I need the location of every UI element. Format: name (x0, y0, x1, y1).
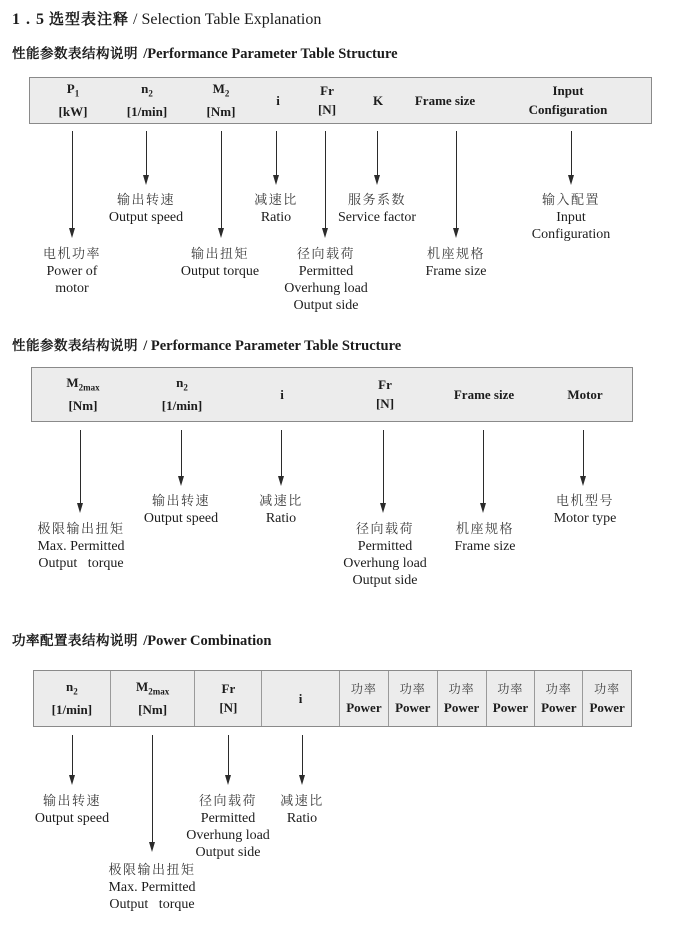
col-unit: [Nm] (206, 104, 236, 120)
col-unit: [kW] (58, 104, 88, 120)
title-cn: 选型表注释 (49, 10, 130, 28)
arrow-motor (583, 430, 584, 476)
col-symbol: Fr (378, 377, 392, 392)
col-symbol: M (66, 374, 79, 390)
callout-overhung-load: 径向载荷 Permitted Overhung load Output side (343, 522, 427, 588)
col-header-n2 (162, 368, 202, 421)
col-header-fr (195, 671, 262, 726)
section-3-heading (12, 629, 271, 650)
callout-input-configuration: 输入配置 Input Configuration (531, 193, 611, 242)
section-2-heading-cn: 性能参数表结构说明 (12, 338, 144, 354)
col-symbol: Fr (221, 681, 236, 696)
callout-service-factor: 服务系数 Service factor (337, 193, 417, 225)
col-subscript: 1 (74, 88, 80, 99)
col-header-n2 (34, 671, 111, 726)
section-2-heading (12, 334, 401, 355)
arrow-m2 (221, 131, 222, 228)
power-combination-table (33, 670, 632, 727)
col-symbol: Frame size (414, 92, 476, 108)
col-symbol: Fr (320, 83, 334, 98)
col-symbol: i (298, 690, 303, 706)
callout-output-torque: 输出扭矩 Output torque (180, 247, 260, 279)
col-symbol: n (66, 678, 74, 694)
arrow-input-configuration (571, 131, 572, 175)
col-subscript: 2 (224, 88, 230, 99)
arrow-i (281, 430, 282, 476)
title-separator: / (133, 11, 142, 28)
col-header-m2max (66, 368, 99, 421)
col-unit: [N] (317, 102, 337, 117)
arrow-frame-size (483, 430, 484, 503)
col-header-power: 功率 Power (589, 681, 625, 715)
callout-ratio: 减速比 Ratio (259, 494, 303, 526)
callout-ratio: 减速比 Ratio (280, 794, 324, 826)
arrow-n2 (181, 430, 182, 476)
col-header-frame-size (415, 78, 475, 123)
col-symbol: n (141, 80, 149, 96)
section-1-heading-en: /Performance Parameter Table Structure (143, 46, 398, 62)
col-unit: [1/min] (161, 398, 203, 414)
col-subscript: 2max (78, 382, 100, 393)
col-header-k (373, 78, 383, 123)
arrow-n2 (146, 131, 147, 175)
callout-output-speed: 输出转速 Output speed (143, 494, 219, 526)
col-unit: Configuration (528, 102, 608, 117)
section-2-heading-en: / Performance Parameter Table Structure (143, 338, 402, 354)
performance-table-1 (29, 77, 652, 124)
callout-max-output-torque: 极限输出扭矩 Max. Permitted Output torque (37, 522, 125, 571)
arrow-fr (228, 735, 229, 775)
section-3-heading-en: /Power Combination (143, 633, 272, 649)
arrow-k (377, 131, 378, 175)
col-header-i (262, 671, 340, 726)
col-unit: [1/min] (51, 702, 93, 718)
callout-ratio: 减速比 Ratio (254, 193, 298, 225)
col-header-input-configuration (529, 78, 608, 123)
col-header-i (280, 368, 284, 421)
arrow-m2max (152, 735, 153, 842)
section-3-heading-cn: 功率配置表结构说明 (12, 633, 144, 649)
arrow-fr (383, 430, 384, 503)
col-subscript: 2 (73, 686, 78, 697)
arrow-m2max (80, 430, 81, 503)
col-header-motor (567, 368, 602, 421)
callout-max-output-torque: 极限输出扭矩 Max. Permitted Output torque (108, 863, 196, 912)
col-subscript: 2 (183, 382, 188, 393)
arrow-fr (325, 131, 326, 228)
col-header-m2 (207, 78, 236, 123)
col-header-p1 (59, 78, 88, 123)
title-number: 1 . 5 (12, 11, 45, 28)
col-symbol: n (176, 374, 184, 390)
arrow-frame-size (456, 131, 457, 228)
col-symbol: i (276, 92, 280, 108)
col-subscript: 2 (148, 88, 153, 99)
col-header-power: 功率 Power (438, 671, 487, 726)
col-symbol: Frame size (453, 386, 515, 402)
arrow-i (302, 735, 303, 775)
col-unit: [N] (219, 700, 238, 715)
col-header-power: 功率 Power (535, 671, 583, 726)
callout-output-speed: 输出转速 Output speed (34, 794, 110, 826)
callout-output-speed: 输出转速 Output speed (108, 193, 184, 225)
arrow-n2 (72, 735, 73, 775)
col-header-power: 功率 Power (340, 671, 389, 726)
col-unit: [N] (375, 396, 395, 411)
callout-frame-size: 机座规格 Frame size (425, 247, 487, 279)
callout-frame-size: 机座规格 Frame size (454, 522, 516, 554)
callout-overhung-load: 径向载荷 Permitted Overhung load Output side (186, 794, 270, 860)
col-symbol: M (212, 80, 225, 96)
col-header-i (276, 78, 280, 123)
arrow-p1 (72, 131, 73, 228)
col-symbol: Input (552, 83, 584, 98)
col-subscript: 2max (148, 686, 170, 697)
performance-table-2 (31, 367, 633, 422)
page-title (12, 8, 321, 29)
col-header-power: 功率 Power (389, 671, 438, 726)
col-header-n2 (127, 78, 167, 123)
col-unit: [Nm] (68, 398, 98, 414)
col-symbol: Motor (567, 386, 603, 402)
col-symbol: i (280, 386, 284, 402)
col-header-m2max (111, 671, 196, 726)
col-symbol: M (135, 678, 149, 694)
col-header-frame-size (454, 368, 514, 421)
col-header-fr (318, 78, 336, 123)
arrow-i (276, 131, 277, 175)
title-en: Selection Table Explanation (141, 11, 322, 28)
section-1-heading (12, 42, 398, 63)
col-unit: [Nm] (138, 702, 168, 718)
callout-power-of-motor: 电机功率 Power of motor (42, 247, 102, 296)
col-unit: [1/min] (126, 104, 168, 120)
section-1-heading-cn: 性能参数表结构说明 (12, 46, 144, 62)
col-symbol: K (372, 92, 384, 108)
col-header-fr (376, 368, 394, 421)
callout-overhung-load: 径向载荷 Permitted Overhung load Output side (284, 247, 368, 313)
col-symbol: P (66, 80, 75, 96)
col-header-power: 功率 Power (487, 671, 536, 726)
callout-motor-type: 电机型号 Motor type (553, 494, 617, 526)
